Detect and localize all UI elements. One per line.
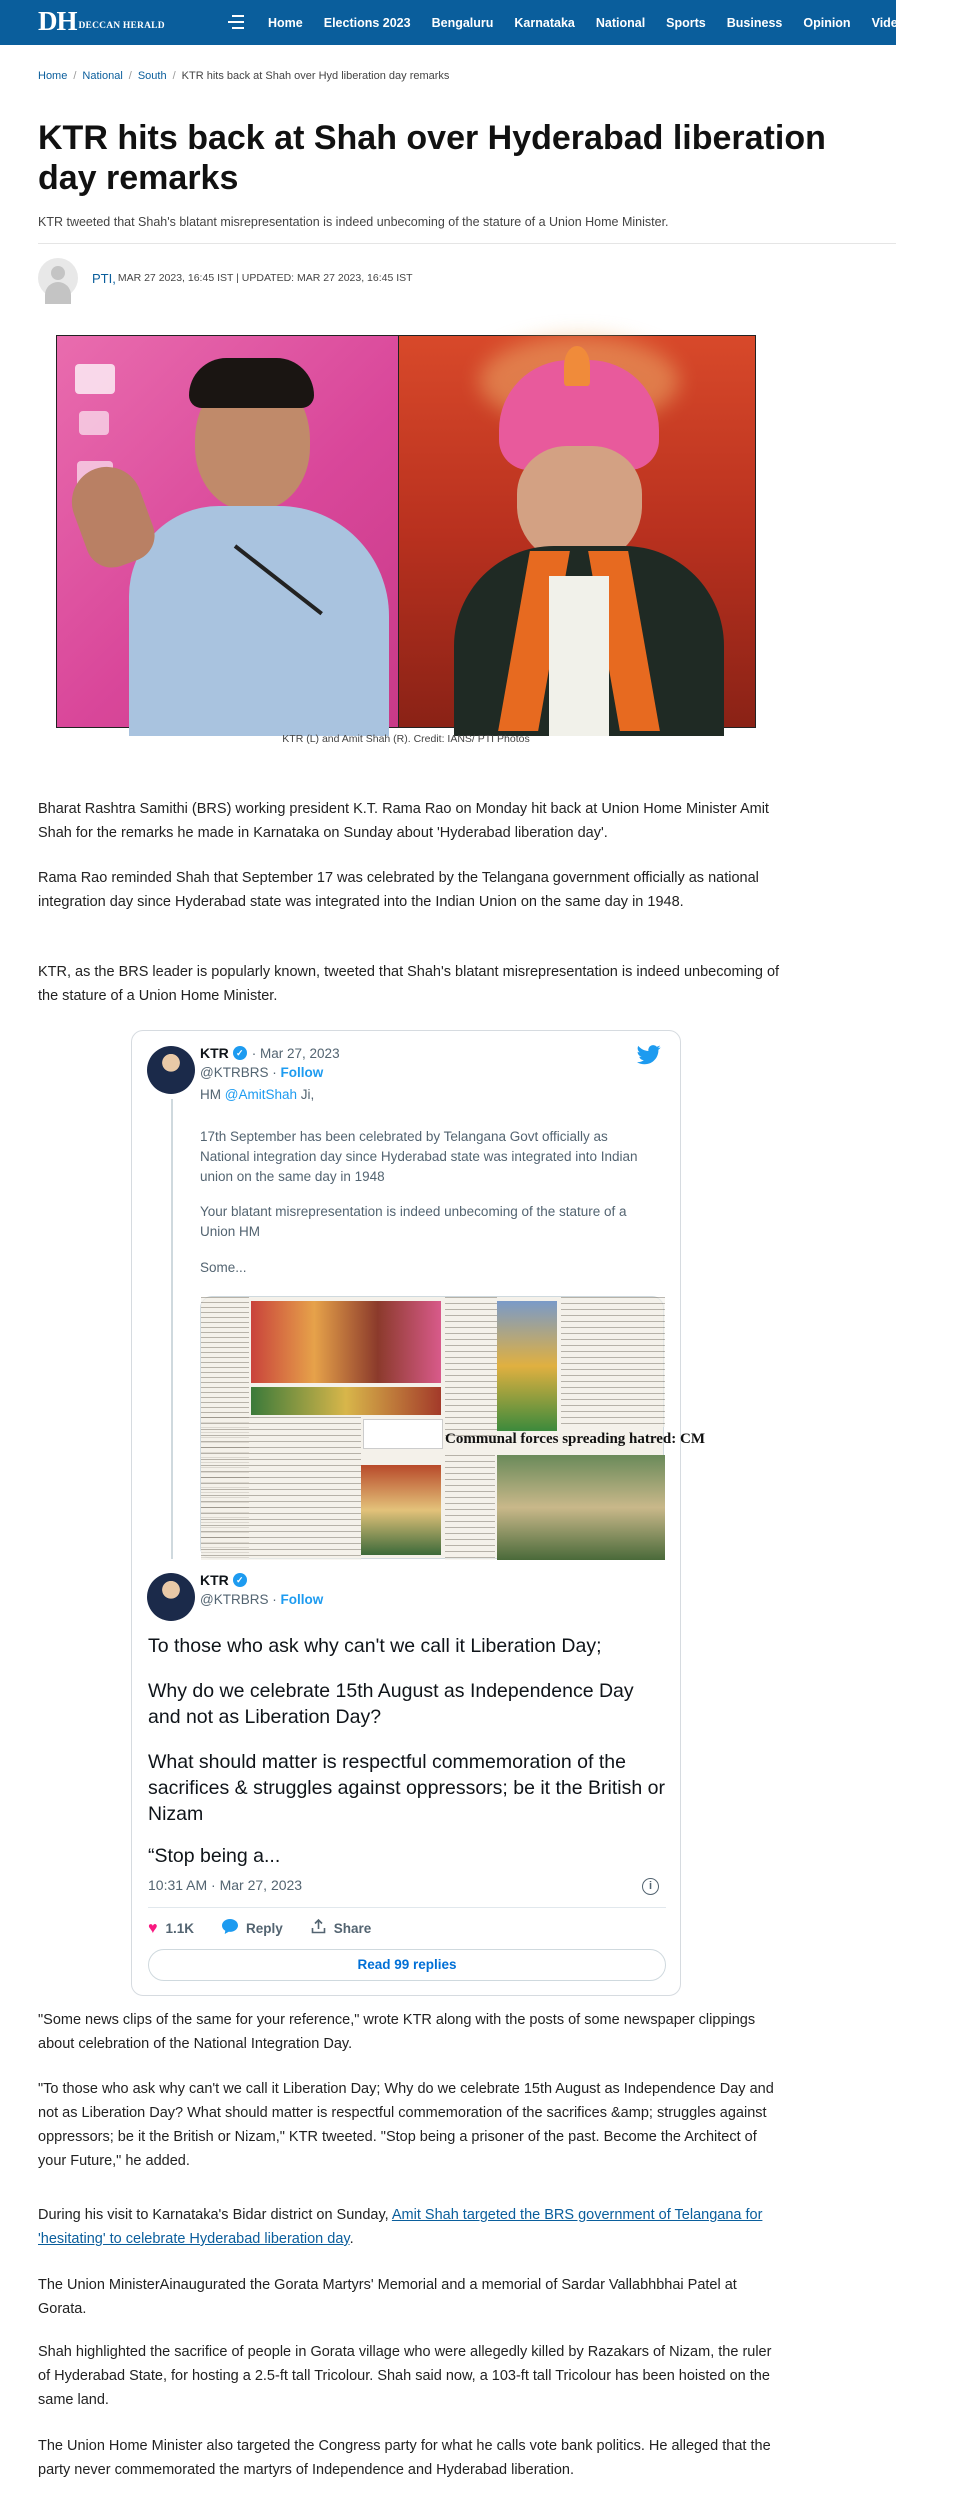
share-label: Share	[333, 1921, 372, 1936]
nav-opinion[interactable]: Opinion	[803, 15, 851, 30]
tweet-hm: HM	[200, 1087, 225, 1102]
share-icon	[311, 1919, 326, 1938]
paragraph-text: During his visit to Karnataka's Bidar district on Sunday,	[38, 2207, 392, 2223]
nav-elections[interactable]: Elections 2023	[323, 15, 411, 30]
quoted-author-label: KTR	[200, 1572, 229, 1588]
quoted-text-1: To those who ask why can't we call it Liberation Day;	[148, 1635, 602, 1657]
article-hero-image	[56, 335, 756, 728]
thread-connector	[171, 1099, 173, 1559]
embedded-tweet[interactable]	[131, 1030, 705, 1996]
breadcrumb-current: KTR hits back at Shah over Hyd liberation day remarks	[181, 70, 450, 82]
tweet-media-newspaper[interactable]	[200, 1296, 705, 1559]
quoted-text-4: “Stop being a...	[148, 1845, 281, 1867]
twitter-bird-icon[interactable]	[637, 1045, 661, 1065]
paragraph-end: .	[349, 2231, 354, 2247]
article-paragraph: The Union Home Minister also targeted the Congress party for what he calls vote bank politics. He alleged that the party never commemorated the martyrs of Independence and Hyderabad liberation.	[38, 2438, 771, 2478]
breadcrumb-separator: /	[172, 70, 176, 82]
related-article-link[interactable]: Amit Shah targeted the BRS government of Telangana for 'hesitating' to celebrate Hyderabad liberation day	[38, 2207, 763, 2247]
author-name[interactable]: PTI,	[92, 270, 116, 286]
quoted-handle-text: @KTRBRS ·	[200, 1592, 281, 1607]
article-paragraph: Rama Rao reminded Shah that September 17 was celebrated by the Telangana government officially as national integration day since Hyderabad state was integrated into the Indian Union on the same day in 1948.	[38, 870, 759, 910]
quoted-author-name[interactable]	[200, 1572, 247, 1588]
article-paragraph: "To those who ask why can't we call it Liberation Day; Why do we celebrate 15th August as Independence Day and not as Liberation Day? What should matter is respectful commemoration of the sacrifices &amp; struggles against oppressors; be it the British or Nizam," KTR tweeted. "Stop being a prisoner of the past. Become the Architect of your Future," he added.	[38, 2081, 774, 2169]
logo-short: DH	[38, 6, 77, 36]
article-paragraph: Shah highlighted the sacrifice of people in Gorata village who were allegedly killed by Razakars of Nizam, the ruler of Hyderabad State, for hosting a 2.5-ft tall Tricolour. Shah said now, a 103-ft tall Tricolour has been hoisted on the same land.	[38, 2344, 772, 2408]
article-subtitle: KTR tweeted that Shah's blatant misrepresentation is indeed unbecoming of the stature of a Union Home Minister.	[38, 215, 669, 229]
nav-national[interactable]: National	[595, 15, 646, 30]
tweet-text-1: 17th September has been celebrated by Telangana Govt officially as National integration day since Hyderabad state was integrated into Indian union on the same day in 1948	[200, 1129, 638, 1184]
tweet-divider	[148, 1907, 666, 1908]
amit-shah-photo	[398, 336, 755, 727]
verified-badge-icon: ✓	[233, 1046, 247, 1060]
ktr-photo	[57, 336, 398, 727]
breadcrumb-national[interactable]: National	[82, 70, 123, 82]
breadcrumb-home[interactable]: Home	[38, 70, 68, 82]
article-paragraph: KTR, as the BRS leader is popularly known, tweeted that Shah's blatant misrepresentation is indeed unbecoming of the stature of a Union Home Minister.	[38, 964, 780, 1004]
nav-sports[interactable]: Sports	[666, 15, 706, 30]
quoted-author-avatar[interactable]	[147, 1573, 195, 1621]
read-replies-button[interactable]: Read 99 replies	[148, 1949, 666, 1981]
info-icon[interactable]: i	[642, 1878, 659, 1895]
image-caption: KTR (L) and Amit Shah (R). Credit: IANS/ PTI Photos	[282, 733, 530, 745]
heart-icon: ♥	[148, 1919, 158, 1937]
tweet-author-label: KTR	[200, 1045, 229, 1061]
tweet-actions	[148, 1919, 399, 1938]
quoted-follow-button[interactable]: Follow	[280, 1592, 324, 1607]
tweet-handle	[200, 1065, 323, 1080]
article-paragraph: The Union MinisterAinaugurated the Gorata Martyrs' Memorial and a memorial of Sardar Vallabhbhai Patel at Gorata.	[38, 2277, 737, 2317]
nav-karnataka[interactable]: Karnataka	[514, 15, 575, 30]
share-button[interactable]	[311, 1919, 372, 1938]
mention-link[interactable]: @AmitShah	[224, 1087, 297, 1102]
nav-business[interactable]: Business	[726, 15, 783, 30]
tweet-text-3: Some...	[200, 1260, 247, 1275]
publish-meta: MAR 27 2023, 16:45 IST | UPDATED: MAR 27 2023, 16:45 IST	[117, 272, 413, 284]
tweet-text-2: Your blatant misrepresentation is indeed unbecoming of the stature of a Union HM	[200, 1204, 627, 1239]
quoted-text-3: What should matter is respectful commemoration of the sacrifices & struggles against oppressors; be it the British or Nizam	[148, 1751, 665, 1825]
article-paragraph: "Some news clips of the same for your reference," wrote KTR along with the posts of some newspaper clippings about celebration of the National Integration Day.	[38, 2012, 756, 2052]
follow-button[interactable]: Follow	[280, 1065, 324, 1080]
author-avatar	[38, 258, 78, 298]
like-count: 1.1K	[165, 1921, 195, 1936]
newspaper-headline: Communal forces spreading hatred: CM	[445, 1431, 705, 1447]
breadcrumb-south[interactable]: South	[137, 70, 167, 82]
tweet-date[interactable]: · Mar 27, 2023	[251, 1045, 340, 1061]
article-paragraph: Bharat Rashtra Samithi (BRS) working president K.T. Rama Rao on Monday hit back at Union Home Minister Amit Shah for the remarks he made in Karnataka on Sunday about 'Hyderabad liberation day'.	[38, 801, 769, 841]
tweet-greeting	[200, 1085, 314, 1105]
reply-button[interactable]	[222, 1919, 283, 1938]
tweet-author-avatar[interactable]	[147, 1046, 195, 1094]
reply-label: Reply	[246, 1921, 283, 1936]
article-title: KTR hits back at Shah over Hyderabad liberation day remarks	[38, 119, 826, 197]
tweet-handle-text: @KTRBRS ·	[200, 1065, 281, 1080]
menu-icon[interactable]	[224, 13, 244, 31]
logo-name: DECCAN HERALD	[78, 21, 165, 31]
breadcrumb-separator: /	[73, 70, 77, 82]
tweet-author-name[interactable]	[200, 1045, 340, 1061]
main-nav	[268, 0, 963, 45]
byline	[38, 258, 413, 298]
breadcrumb-separator: /	[128, 70, 132, 82]
quoted-handle	[200, 1592, 323, 1607]
article-paragraph	[38, 2203, 783, 2251]
nav-more[interactable]: B	[933, 15, 943, 30]
breadcrumb	[38, 70, 449, 82]
site-header	[0, 0, 943, 45]
nav-videos[interactable]: Videos	[871, 15, 913, 30]
reply-bubble-icon	[222, 1919, 238, 1938]
quoted-text-2: Why do we celebrate 15th August as Independence Day and not as Liberation Day?	[148, 1680, 634, 1728]
like-button[interactable]	[148, 1921, 194, 1937]
tweet-timestamp[interactable]: 10:31 AM · Mar 27, 2023	[148, 1877, 303, 1893]
nav-home[interactable]: Home	[268, 15, 303, 30]
divider	[38, 243, 896, 244]
site-logo[interactable]	[38, 8, 165, 34]
verified-badge-icon: ✓	[233, 1573, 247, 1587]
nav-bengaluru[interactable]: Bengaluru	[431, 15, 494, 30]
tweet-ji: Ji,	[296, 1087, 315, 1102]
